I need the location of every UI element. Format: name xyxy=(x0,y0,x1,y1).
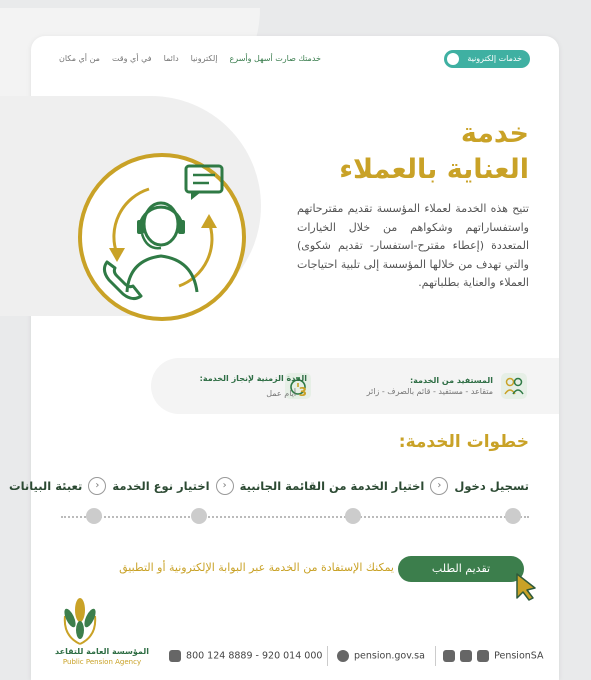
logo-text xyxy=(55,647,149,667)
nav-link[interactable]: من أي مكان xyxy=(58,54,100,63)
e-services-toggle[interactable] xyxy=(444,50,530,68)
logo-text-english: Public Pension Agency xyxy=(62,658,142,666)
step-login: تسجيل دخول xyxy=(454,479,529,493)
top-nav xyxy=(59,54,321,63)
cursor-pointer-icon xyxy=(509,568,539,602)
footer-phone-numbers: 800 124 8889 - 920 014 000 xyxy=(186,650,323,662)
step-choose-service: اختيار الخدمة من القائمة الجانبية xyxy=(239,479,425,493)
service-card xyxy=(9,36,559,680)
customer-support-headset-icon xyxy=(69,144,255,330)
step-dot xyxy=(191,508,207,524)
steps-track xyxy=(61,516,529,518)
step-fill-data: تعبئة البيانات xyxy=(9,479,83,493)
footer-website-text: pension.gov.sa xyxy=(354,650,425,662)
nav-link[interactable]: إلكترونيا xyxy=(190,54,218,63)
page-title-line2: العناية بالعملاء xyxy=(339,154,529,185)
footer-divider xyxy=(327,646,328,666)
step-service-type: اختيار نوع الخدمة xyxy=(112,479,210,493)
duration-number: 3 xyxy=(298,385,307,399)
submit-request-button[interactable]: تقديم الطلب xyxy=(398,556,524,582)
service-description: تتيح هذه الخدمة لعملاء المؤسسة تقديم مقترحاتهم واستفساراتهم وشكواهم من خلال الخيارات المتعددة (إعطاء مقترح-استفسار- تقديم شكوى) والتي تهدف من خلالها المؤسسة إلى تلبية احتياجات العملاء والعناية بطلباتهم. xyxy=(297,202,529,289)
footer-website[interactable] xyxy=(337,650,425,662)
logo-text-arabic: المؤسسة العامة للتقاعد xyxy=(55,647,150,656)
youtube-icon[interactable] xyxy=(477,650,489,662)
twitter-icon[interactable] xyxy=(460,650,472,662)
instagram-icon[interactable] xyxy=(443,650,455,662)
duration-unit: أيام عمل xyxy=(266,389,297,398)
chevron-left-icon: ‹ xyxy=(88,477,106,495)
page-title: خدمة xyxy=(460,118,529,149)
duration-info xyxy=(200,374,307,399)
phone-icon xyxy=(169,650,181,662)
footer-phones xyxy=(169,650,322,662)
pension-agency-logo xyxy=(53,596,107,646)
steps-title: خطوات الخدمة: xyxy=(398,432,529,452)
cta-text: يمكنك الإستفادة من الخدمة عبر البوابة الإلكترونية أو التطبيق xyxy=(119,561,394,574)
nav-link[interactable]: خدمتك صارت أسهل وأسرع xyxy=(229,54,321,63)
globe-icon xyxy=(337,650,349,662)
beneficiary-value: متقاعد - مستفيد - قائم بالصرف - زائر xyxy=(366,387,493,396)
step-dot xyxy=(86,508,102,524)
footer-divider xyxy=(435,646,436,666)
step-dot xyxy=(505,508,521,524)
chevron-left-icon: ‹ xyxy=(430,477,448,495)
beneficiary-info xyxy=(367,376,493,396)
nav-link[interactable]: في أي وقت xyxy=(111,54,152,63)
steps-list xyxy=(9,477,529,495)
chevron-left-icon: ‹ xyxy=(216,477,234,495)
toggle-label: خدمات إلكترونية xyxy=(467,54,522,63)
step-dot xyxy=(345,508,361,524)
footer-social-handle: PensionSA xyxy=(494,650,544,662)
duration-label: المدة الزمنية لإنجاز الخدمة: xyxy=(199,374,307,383)
toggle-knob xyxy=(447,53,459,65)
beneficiary-label: المستفيد من الخدمة: xyxy=(409,376,493,385)
nav-link[interactable]: دائما xyxy=(163,54,179,63)
footer-social[interactable] xyxy=(443,650,543,662)
beneficiaries-icon xyxy=(501,373,527,399)
